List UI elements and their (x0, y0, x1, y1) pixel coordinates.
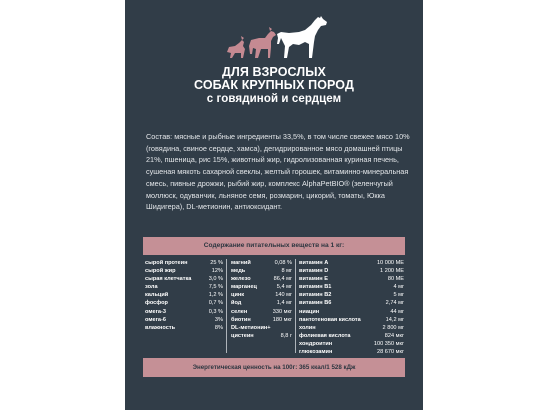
nutrient-row (143, 259, 224, 267)
nutrient-value: 2 800 мг (382, 324, 404, 331)
nutrient-name: витамин Е (299, 276, 328, 283)
nutrient-name: DL-метионин+ (231, 324, 271, 331)
nutrient-name: сырой жир (145, 268, 176, 275)
nutrient-row (143, 324, 224, 332)
large-dog-icon (277, 16, 327, 58)
nutrient-name: цистеин (231, 332, 254, 339)
nutrients-column-basic (143, 259, 224, 353)
title-line-1: ДЛЯ ВЗРОСЛЫХ (222, 65, 326, 79)
nutrient-row (143, 299, 224, 307)
small-dog-icon (227, 36, 245, 58)
nutrient-value: 25 % (210, 260, 223, 266)
nutrient-row (143, 275, 224, 283)
energy-value: Энергетическая ценность на 100г: 365 ккал/1 528 кДж (143, 358, 405, 377)
nutrient-name: медь (231, 268, 246, 275)
nutrient-name: омега-3 (145, 308, 167, 315)
nutrient-row (229, 267, 293, 275)
nutrient-row (297, 267, 405, 275)
nutrient-name: сырая клетчатка (145, 276, 192, 283)
product-title (125, 66, 423, 106)
nutrient-value: 80 МЕ (387, 276, 404, 283)
title-line-3: с говядиной и сердцем (206, 93, 342, 105)
nutrient-value: 3,0 % (208, 276, 223, 283)
nutrient-name: витамин А (299, 260, 329, 266)
nutrient-row (297, 332, 405, 340)
nutrient-value: 2,74 мг (385, 300, 404, 307)
nutrient-name: цинк (231, 292, 245, 299)
nutrient-name: марганец (231, 284, 257, 291)
nutrient-name: глюкозамин (299, 349, 333, 356)
medium-dog-icon (249, 27, 276, 58)
nutrient-value: 5,4 мг (276, 284, 292, 291)
nutrient-row (229, 291, 293, 299)
nutrient-name: фосфор (145, 300, 168, 307)
nutrient-name: магний (231, 260, 251, 266)
nutrient-name: холин (299, 324, 316, 331)
nutrient-value: 4 мг (393, 284, 404, 291)
nutrient-row (143, 267, 224, 275)
nutrient-name: витамин В6 (299, 300, 332, 307)
nutrient-row (297, 316, 405, 324)
column-divider (295, 259, 296, 353)
nutrient-value: 28 670 мкг (377, 349, 404, 356)
nutrient-name: селен (231, 308, 248, 315)
nutrient-row (297, 291, 405, 299)
nutrient-row (143, 316, 224, 324)
nutrient-value: 0,3 % (208, 308, 223, 315)
nutrient-name: зола (145, 284, 158, 291)
nutrient-name: влажность (145, 324, 176, 331)
nutrient-value: 330 мкг (272, 308, 292, 315)
nutrient-value: 5 мг (393, 292, 404, 299)
nutrient-row (229, 259, 293, 267)
nutrient-row (229, 299, 293, 307)
nutrient-row (143, 308, 224, 316)
nutrient-value: 8 мг (281, 268, 292, 275)
nutrient-value (292, 324, 293, 332)
nutrient-row (229, 275, 293, 283)
nutrients-table (143, 259, 405, 356)
nutrient-value: 7,5 % (208, 284, 223, 291)
nutrient-value: 100 350 мкг (373, 340, 404, 347)
nutrient-row (229, 283, 293, 291)
nutrient-name: фолиевая кислота (299, 332, 351, 339)
nutrient-row (143, 291, 224, 299)
nutrient-value: 44 мг (390, 308, 404, 315)
nutrient-row (297, 275, 405, 283)
nutrient-value: 3% (214, 316, 223, 323)
nutrient-name: витамин В2 (299, 292, 332, 299)
nutrients-column-vitamins (297, 259, 405, 356)
nutrient-name: витамин D (299, 268, 329, 275)
nutrient-value: 140 мг (275, 292, 292, 299)
nutrient-value: 1,2 % (208, 292, 223, 299)
nutrient-name: йод (231, 300, 242, 307)
nutrient-row (297, 283, 405, 291)
nutrient-row (229, 308, 293, 316)
nutrient-value: 8,8 г (280, 332, 292, 339)
nutrient-value: 1,4 мг (276, 300, 292, 307)
nutrient-name: хондроитин (299, 340, 333, 347)
nutrient-value: 10 000 МЕ (376, 260, 404, 266)
nutrient-name: ниацин (299, 308, 320, 315)
product-label-panel (125, 0, 423, 410)
nutrient-value: 14,2 мг (385, 316, 404, 323)
nutrient-name: биотин (231, 316, 251, 323)
nutrient-row (229, 324, 293, 332)
nutrient-name: кальций (145, 292, 169, 299)
nutrient-value: 0,7 % (208, 300, 223, 307)
nutrient-value: 0,08 % (274, 260, 292, 266)
column-divider (226, 259, 227, 353)
nutrient-row (229, 332, 293, 340)
nutrient-row (297, 348, 405, 356)
nutrients-column-minerals (229, 259, 293, 353)
nutrient-row (229, 316, 293, 324)
nutrient-value: 824 мкг (384, 332, 404, 339)
nutrient-value: 12% (211, 268, 223, 275)
nutrient-row (143, 283, 224, 291)
title-line-2: СОБАК КРУПНЫХ ПОРОД (194, 78, 354, 92)
nutrient-name: пантотеновая кислота (299, 316, 361, 323)
nutrient-row (297, 340, 405, 348)
nutrients-header: Содержание питательных веществ на 1 кг: (143, 237, 405, 255)
nutrient-row (297, 299, 405, 307)
nutrient-value: 8% (214, 324, 223, 331)
composition-text: Состав: мясные и рыбные ингредиенты 33,5%, в том числе свежее мясо 10% (говядина, свиное сердце, хамса), дегидрированное мясо домашней птицы 21%, пшеница, рис 15%, животный жир, гидролизованная куриная печень, сушеная мякоть сахарной свеклы, желтый горошек, витаминно-минеральная смесь, пивные дрожжи, рыбий жир, комплекс AlphaPetBIO® (зеленчугый моллюск, одуванчик, льняное семя, розмарин, цикорий, томаты, Юкка Шидигера), DL-метионин, антиоксидант. (146, 132, 410, 212)
nutrient-row (297, 324, 405, 332)
nutrient-value: 1 200 МЕ (380, 268, 404, 275)
nutrient-name: сырой протеин (145, 260, 188, 266)
nutrient-row (297, 259, 405, 267)
nutrient-row (297, 308, 405, 316)
nutrient-value: 180 мкг (272, 316, 292, 323)
nutrient-name: омега-6 (145, 316, 167, 323)
dog-silhouettes-icon (223, 14, 329, 62)
nutrient-name: железо (231, 276, 251, 283)
nutrient-name: витамин В1 (299, 284, 332, 291)
nutrient-value: 86,4 мг (273, 276, 292, 283)
